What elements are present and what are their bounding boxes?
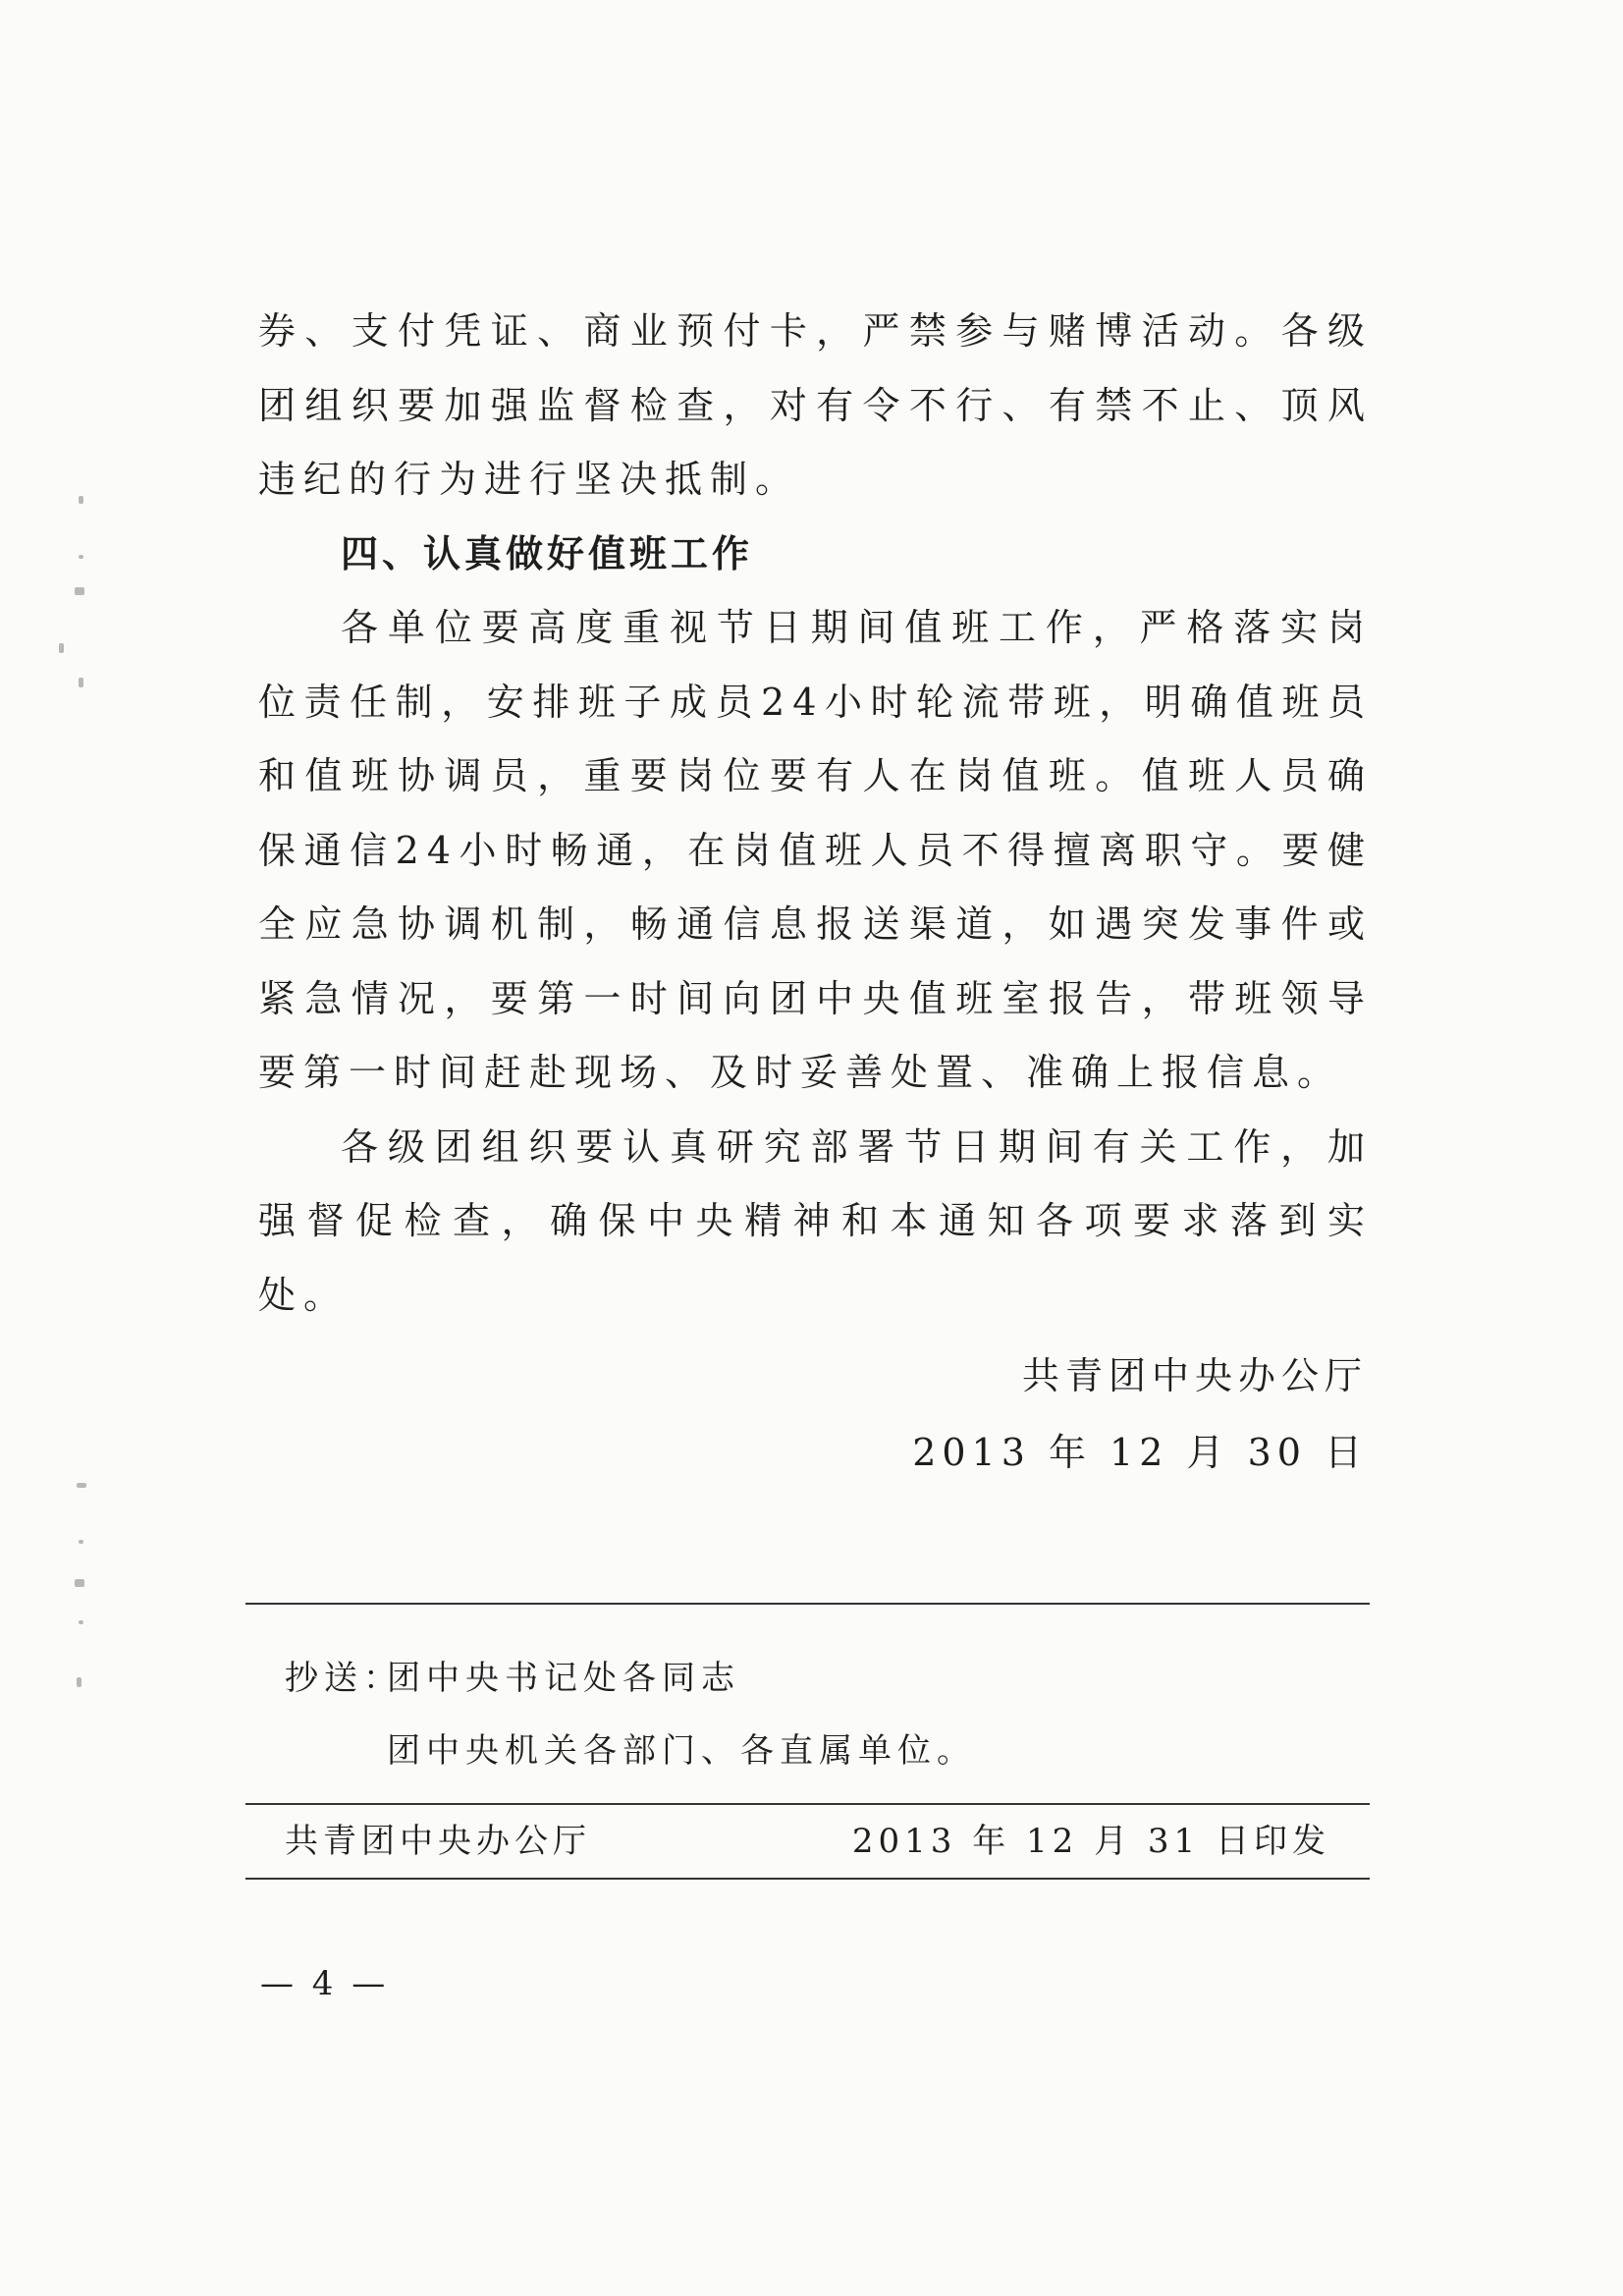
cc-line-2 — [285, 1715, 976, 1787]
scan-mark — [79, 678, 83, 687]
scan-mark — [77, 1677, 81, 1687]
scan-mark — [79, 496, 83, 504]
section-heading: 四、认真做好值班工作 — [341, 531, 754, 575]
cc-recipient-2: 团中央机关各部门、各直属单位。 — [387, 1731, 976, 1771]
issue-footer — [285, 1817, 1330, 1866]
scan-mark — [75, 1579, 84, 1587]
scan-mark — [59, 643, 64, 653]
divider-middle — [245, 1803, 1370, 1805]
paragraph-duty-work: 各单位要高度重视节日期间值班工作，严格落实岗位责任制，安排班子成员24小时轮流带班，明确值班员和值班协调员，重要岗位要有人在岗值班。值班人员确保通信24小时畅通，在岗值班人员不得擅离职守。要健全应急协调机制，畅通信息报送渠道，如遇突发事件或紧急情况，要第一时间向团中央值班室报告，带班领导要第一时间赶赴现场、及时妥善处置、准确上报信息。 — [258, 606, 1373, 1094]
scan-mark — [79, 1540, 83, 1544]
cc-line-1 — [285, 1642, 976, 1715]
signature-date: 2013 年 12 月 30 日 — [912, 1431, 1368, 1474]
cc-label: 抄送： — [285, 1659, 403, 1698]
divider-top — [245, 1603, 1370, 1605]
scan-mark — [75, 587, 84, 595]
scan-mark — [77, 1483, 86, 1488]
page-number: — 4 — — [260, 1964, 390, 2003]
cc-recipient-1: 团中央书记处各同志 — [387, 1659, 740, 1698]
scan-mark — [79, 1620, 83, 1624]
body-text — [258, 295, 1373, 1333]
paragraph-continued: 券、支付凭证、商业预付卡，严禁参与赌博活动。各级团组织要加强监督检查，对有令不行、有禁不止、顶风违纪的行为进行坚决抵制。 — [258, 309, 1373, 501]
footer-issuer: 共青团中央办公厅 — [285, 1822, 591, 1861]
scan-mark — [79, 555, 83, 559]
footer-issue-date: 2013 年 12 月 31 日印发 — [851, 1822, 1330, 1861]
cc-block — [285, 1642, 976, 1787]
paragraph-closing: 各级团组织要认真研究部署节日期间有关工作，加强督促检查，确保中央精神和本通知各项要求落到实处。 — [258, 1124, 1373, 1317]
divider-bottom — [245, 1878, 1370, 1880]
signature-block — [912, 1338, 1368, 1491]
signature-org: 共青团中央办公厅 — [1021, 1354, 1368, 1397]
